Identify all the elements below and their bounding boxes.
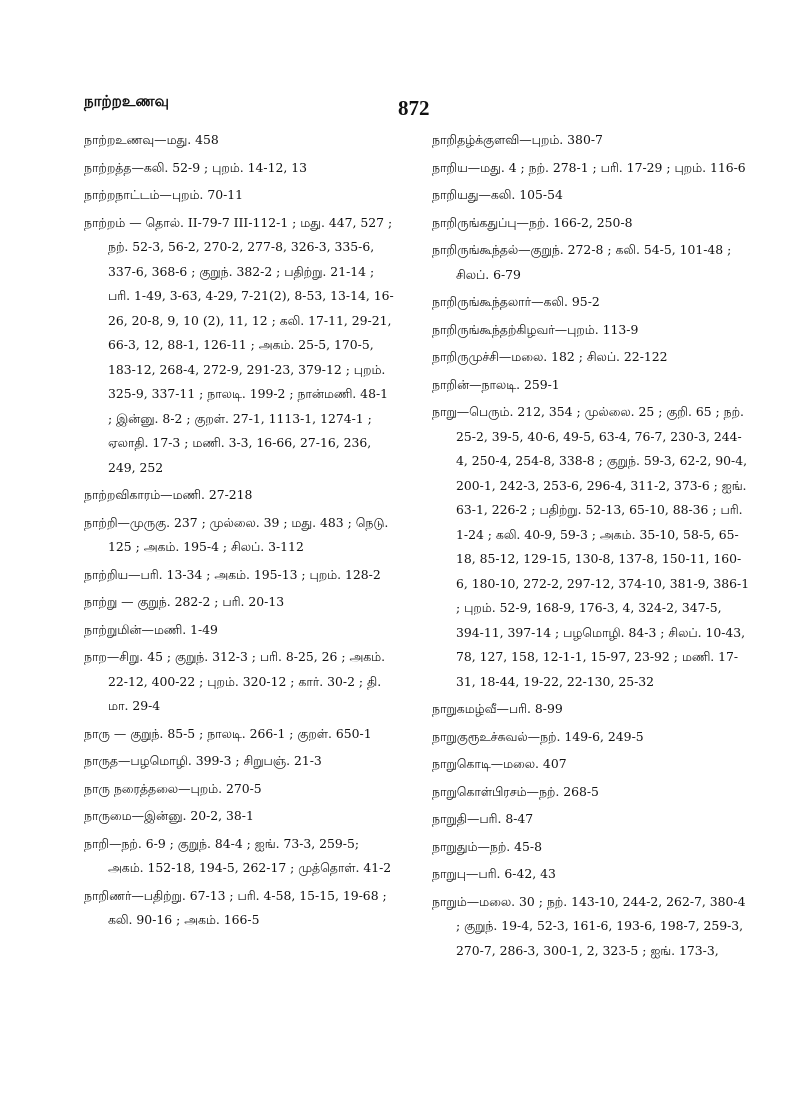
- entry-references: —மணி. 1-49: [141, 621, 218, 637]
- entry-references: —முருகு. 237 ; முல்லை. 39 ; மது. 483 ; நெடு. 125 ; அகம். 195-4 ; சிலப். 3-112: [108, 514, 389, 554]
- entry-references: —மலை. 407: [490, 756, 567, 771]
- entry-headword: நாற்றநாட்டம்: [84, 187, 160, 202]
- entry-headword: நாறிருங்கூந்தலார்: [432, 294, 532, 309]
- entry-headword: நாரு: [84, 725, 110, 741]
- entry-references: —நற். 149-6, 249-5: [527, 728, 644, 744]
- index-entry: [432, 725, 750, 750]
- entry-headword: நாறுகுரூஉச்சுவல்: [432, 728, 528, 744]
- index-entry: [84, 645, 394, 719]
- index-entry: [84, 563, 394, 588]
- entry-headword: நாற்றவிகாரம்: [84, 487, 161, 502]
- index-entry: [84, 183, 394, 208]
- index-entry: [432, 697, 750, 722]
- entry-references: —நற். 45-8: [477, 838, 542, 854]
- entry-headword: நாற்றம்: [84, 214, 126, 230]
- entry-references: — தொல். II-79-7 III-112-1 ; மது. 447, 527 ; நற். 52-3, 56-2, 270-2, 277-8, 326-3, 335-6, 337-6, 368-6 ; குறுந். 382-2 ; பதிற்று. 21-14 ; பரி. 1-49, 3-63, 4-29, 7-21(2), 8-53, 13-14, 16-26, 20-8, 9, 10 (2), 11, 12 ; கலி. 17-11, 29-21, 66-3, 12, 88-1, 126-11 ; அகம். 25-5, 170-5, 183-12, 268-4, 272-9, 291-23, 379-12 ; புறம். 325-9, 337-11 ; நாலடி. 199-2 ; நான்மணி. 48-1 ; இன்னு. 8-2 ; குறள். 27-1, 1113-1, 1274-1 ; ஏலாதி. 17-3 ; மணி. 3-3, 16-66, 27-16, 236, 249, 252: [108, 214, 394, 475]
- index-entry: [84, 749, 394, 774]
- entry-headword: நாற: [84, 649, 107, 664]
- entry-references: —பதிற்று. 67-13 ; பரி. 4-58, 15-15, 19-68 ; கலி. 90-16 ; அகம். 166-5: [108, 887, 387, 927]
- entry-references: —கலி. 52-9 ; புறம். 14-12, 13: [131, 159, 308, 175]
- entry-headword: நாரு நரைத்தலை: [84, 780, 179, 796]
- index-entry: [432, 373, 750, 398]
- entry-references: —மணி. 27-218: [160, 487, 253, 502]
- entry-references: — குறுந். 85-5 ; நாலடி. 266-1 ; குறள். 650-1: [109, 725, 372, 741]
- entry-references: —சிறு. 45 ; குறுந். 312-3 ; பரி. 8-25, 26 ; அகம். 22-12, 400-22 ; புறம். 320-12 ; கார். 30-2 ; தி. மா. 29-4: [106, 649, 386, 713]
- entry-headword: நாறின்: [432, 376, 470, 392]
- entry-references: —புறம். 113-9: [554, 321, 639, 337]
- index-entry: [432, 345, 750, 370]
- index-entry: [432, 835, 750, 860]
- right-column: [432, 128, 750, 966]
- index-entry: [432, 156, 750, 181]
- entry-headword: நாறுகொடி: [432, 756, 491, 771]
- entry-references: —மலை. 182 ; சிலப். 22-122: [498, 349, 668, 364]
- index-entry: [432, 890, 750, 964]
- entry-references: —நாலடி. 259-1: [469, 376, 560, 392]
- entry-references: — குறுந். 282-2 ; பரி. 20-13: [117, 594, 285, 609]
- index-entry: [84, 128, 394, 153]
- entry-headword: நாறுகொள்பிரசம்: [432, 783, 527, 799]
- entry-headword: நாறி: [84, 835, 110, 851]
- entry-headword: நாற்று: [84, 594, 118, 609]
- index-entry: [432, 238, 750, 287]
- index-entry: [84, 618, 394, 643]
- entry-headword: நாறிதழ்க்குளவி: [432, 132, 520, 147]
- entry-references: —மது. 458: [154, 132, 219, 147]
- entry-headword: நாறியது: [432, 187, 479, 202]
- entry-references: —பரி. 8-47: [466, 811, 534, 826]
- index-entry: [432, 400, 750, 694]
- entry-references: —மது. 4 ; நற். 278-1 ; பரி. 17-29 ; புறம். 116-6: [467, 159, 746, 175]
- index-entry: [432, 752, 750, 777]
- entry-headword: நாறுபு: [432, 866, 467, 881]
- entry-headword: நாறுதி: [432, 811, 467, 826]
- index-entry: [432, 128, 750, 153]
- entry-headword: நாற்றிய: [84, 566, 129, 582]
- entry-headword: நாறும்: [432, 893, 467, 909]
- index-entry: [84, 511, 394, 560]
- entry-references: —பழமொழி. 399-3 ; சிறுபஞ். 21-3: [117, 753, 322, 768]
- entry-headword: நாறு: [432, 404, 457, 419]
- page-number: 872: [398, 96, 430, 120]
- index-entry: [432, 807, 750, 832]
- entry-headword: நாற்றஉணவு: [84, 132, 155, 147]
- index-entry: [432, 211, 750, 236]
- entry-references: —பரி. 13-34 ; அகம். 195-13 ; புறம். 128-2: [128, 566, 381, 582]
- index-entry: [84, 483, 394, 508]
- entry-references: —குறுந். 272-8 ; கலி. 54-5, 101-48 ; சிலப். 6-79: [456, 242, 732, 282]
- entry-headword: நாறிருங்கூந்தற்கிழவர்: [432, 321, 555, 337]
- entry-headword: நாறுகமழ்வீ: [432, 701, 497, 716]
- entry-headword: நாறிணர்: [84, 887, 132, 903]
- entry-headword: நாற்றத்த: [84, 159, 132, 175]
- index-entry: [84, 590, 394, 615]
- entry-headword: நாறுதும்: [432, 838, 478, 854]
- entry-references: —கலி. 95-2: [531, 294, 600, 309]
- entry-headword: நாறிருங்கூந்தல்: [432, 242, 519, 257]
- entry-headword: நாருத: [84, 753, 118, 768]
- index-entry: [84, 156, 394, 181]
- index-entry: [432, 290, 750, 315]
- entry-headword: நாருமை: [84, 808, 132, 823]
- index-entry: [84, 777, 394, 802]
- entry-references: —புறம். 70-11: [159, 187, 244, 202]
- index-entry: [432, 862, 750, 887]
- left-column: [84, 128, 394, 936]
- index-entry: [84, 722, 394, 747]
- entry-references: —புறம். 270-5: [178, 780, 262, 796]
- entry-references: —புறம். 380-7: [519, 132, 603, 147]
- index-entry: [432, 183, 750, 208]
- index-entry: [84, 884, 394, 933]
- index-entry: [84, 804, 394, 829]
- entry-references: —இன்னு. 20-2, 38-1: [131, 808, 254, 823]
- entry-references: —நற். 166-2, 250-8: [516, 214, 633, 230]
- index-entry: [84, 832, 394, 881]
- entry-references: —நற். 6-9 ; குறுந். 84-4 ; ஐங். 73-3, 259-5; அகம். 152-18, 194-5, 262-17 ; முத்தொள். 41-2: [108, 835, 392, 875]
- index-entry: [432, 780, 750, 805]
- index-entry: [432, 318, 750, 343]
- entry-references: —பெரும். 212, 354 ; முல்லை. 25 ; குறி. 65 ; நற். 25-2, 39-5, 40-6, 49-5, 63-4, 76-7, 230-3, 244-4, 250-4, 254-8, 338-8 ; குறுந். 59-3, 62-2, 90-4, 200-1, 242-3, 253-6, 296-4, 311-2, 373-6 ; ஐங். 63-1, 226-2 ; பதிற்று. 52-13, 65-10, 88-36 ; பரி. 1-24 ; கலி. 40-9, 59-3 ; அகம். 35-10, 58-5, 65-18, 85-12, 129-15, 130-8, 137-8, 150-11, 160-6, 180-10, 272-2, 297-12, 374-10, 381-9, 386-1 ; புறம். 52-9, 168-9, 176-3, 4, 324-2, 347-5, 394-11, 397-14 ; பழமொழி. 84-3 ; சிலப். 10-43, 78, 127, 158, 12-1-1, 15-97, 23-92 ; மணி. 17-31, 18-44, 19-22, 22-130, 25-32: [456, 404, 750, 689]
- entry-headword: நாறிருங்கதுப்பு: [432, 214, 517, 230]
- entry-references: —நற். 268-5: [526, 783, 599, 799]
- entry-headword: நாறிய: [432, 159, 468, 175]
- entry-references: —பரி. 8-99: [496, 701, 563, 716]
- entry-references: —கலி. 105-54: [478, 187, 563, 202]
- running-head: நாற்றஉணவு: [84, 92, 169, 110]
- index-entry: [84, 211, 394, 481]
- entry-references: —பரி. 6-42, 43: [466, 866, 556, 881]
- entry-headword: நாற்றி: [84, 514, 118, 530]
- entry-headword: நாறிருமுச்சி: [432, 349, 499, 364]
- entry-references: —மலை. 30 ; நற். 143-10, 244-2, 262-7, 380-4 ; குறுந். 19-4, 52-3, 161-6, 193-6, 198-7, 259-3, 270-7, 286-3, 300-1, 2, 323-5 ; ஐங். 173-3,: [456, 893, 746, 958]
- entry-headword: நாற்றுமின்: [84, 621, 142, 637]
